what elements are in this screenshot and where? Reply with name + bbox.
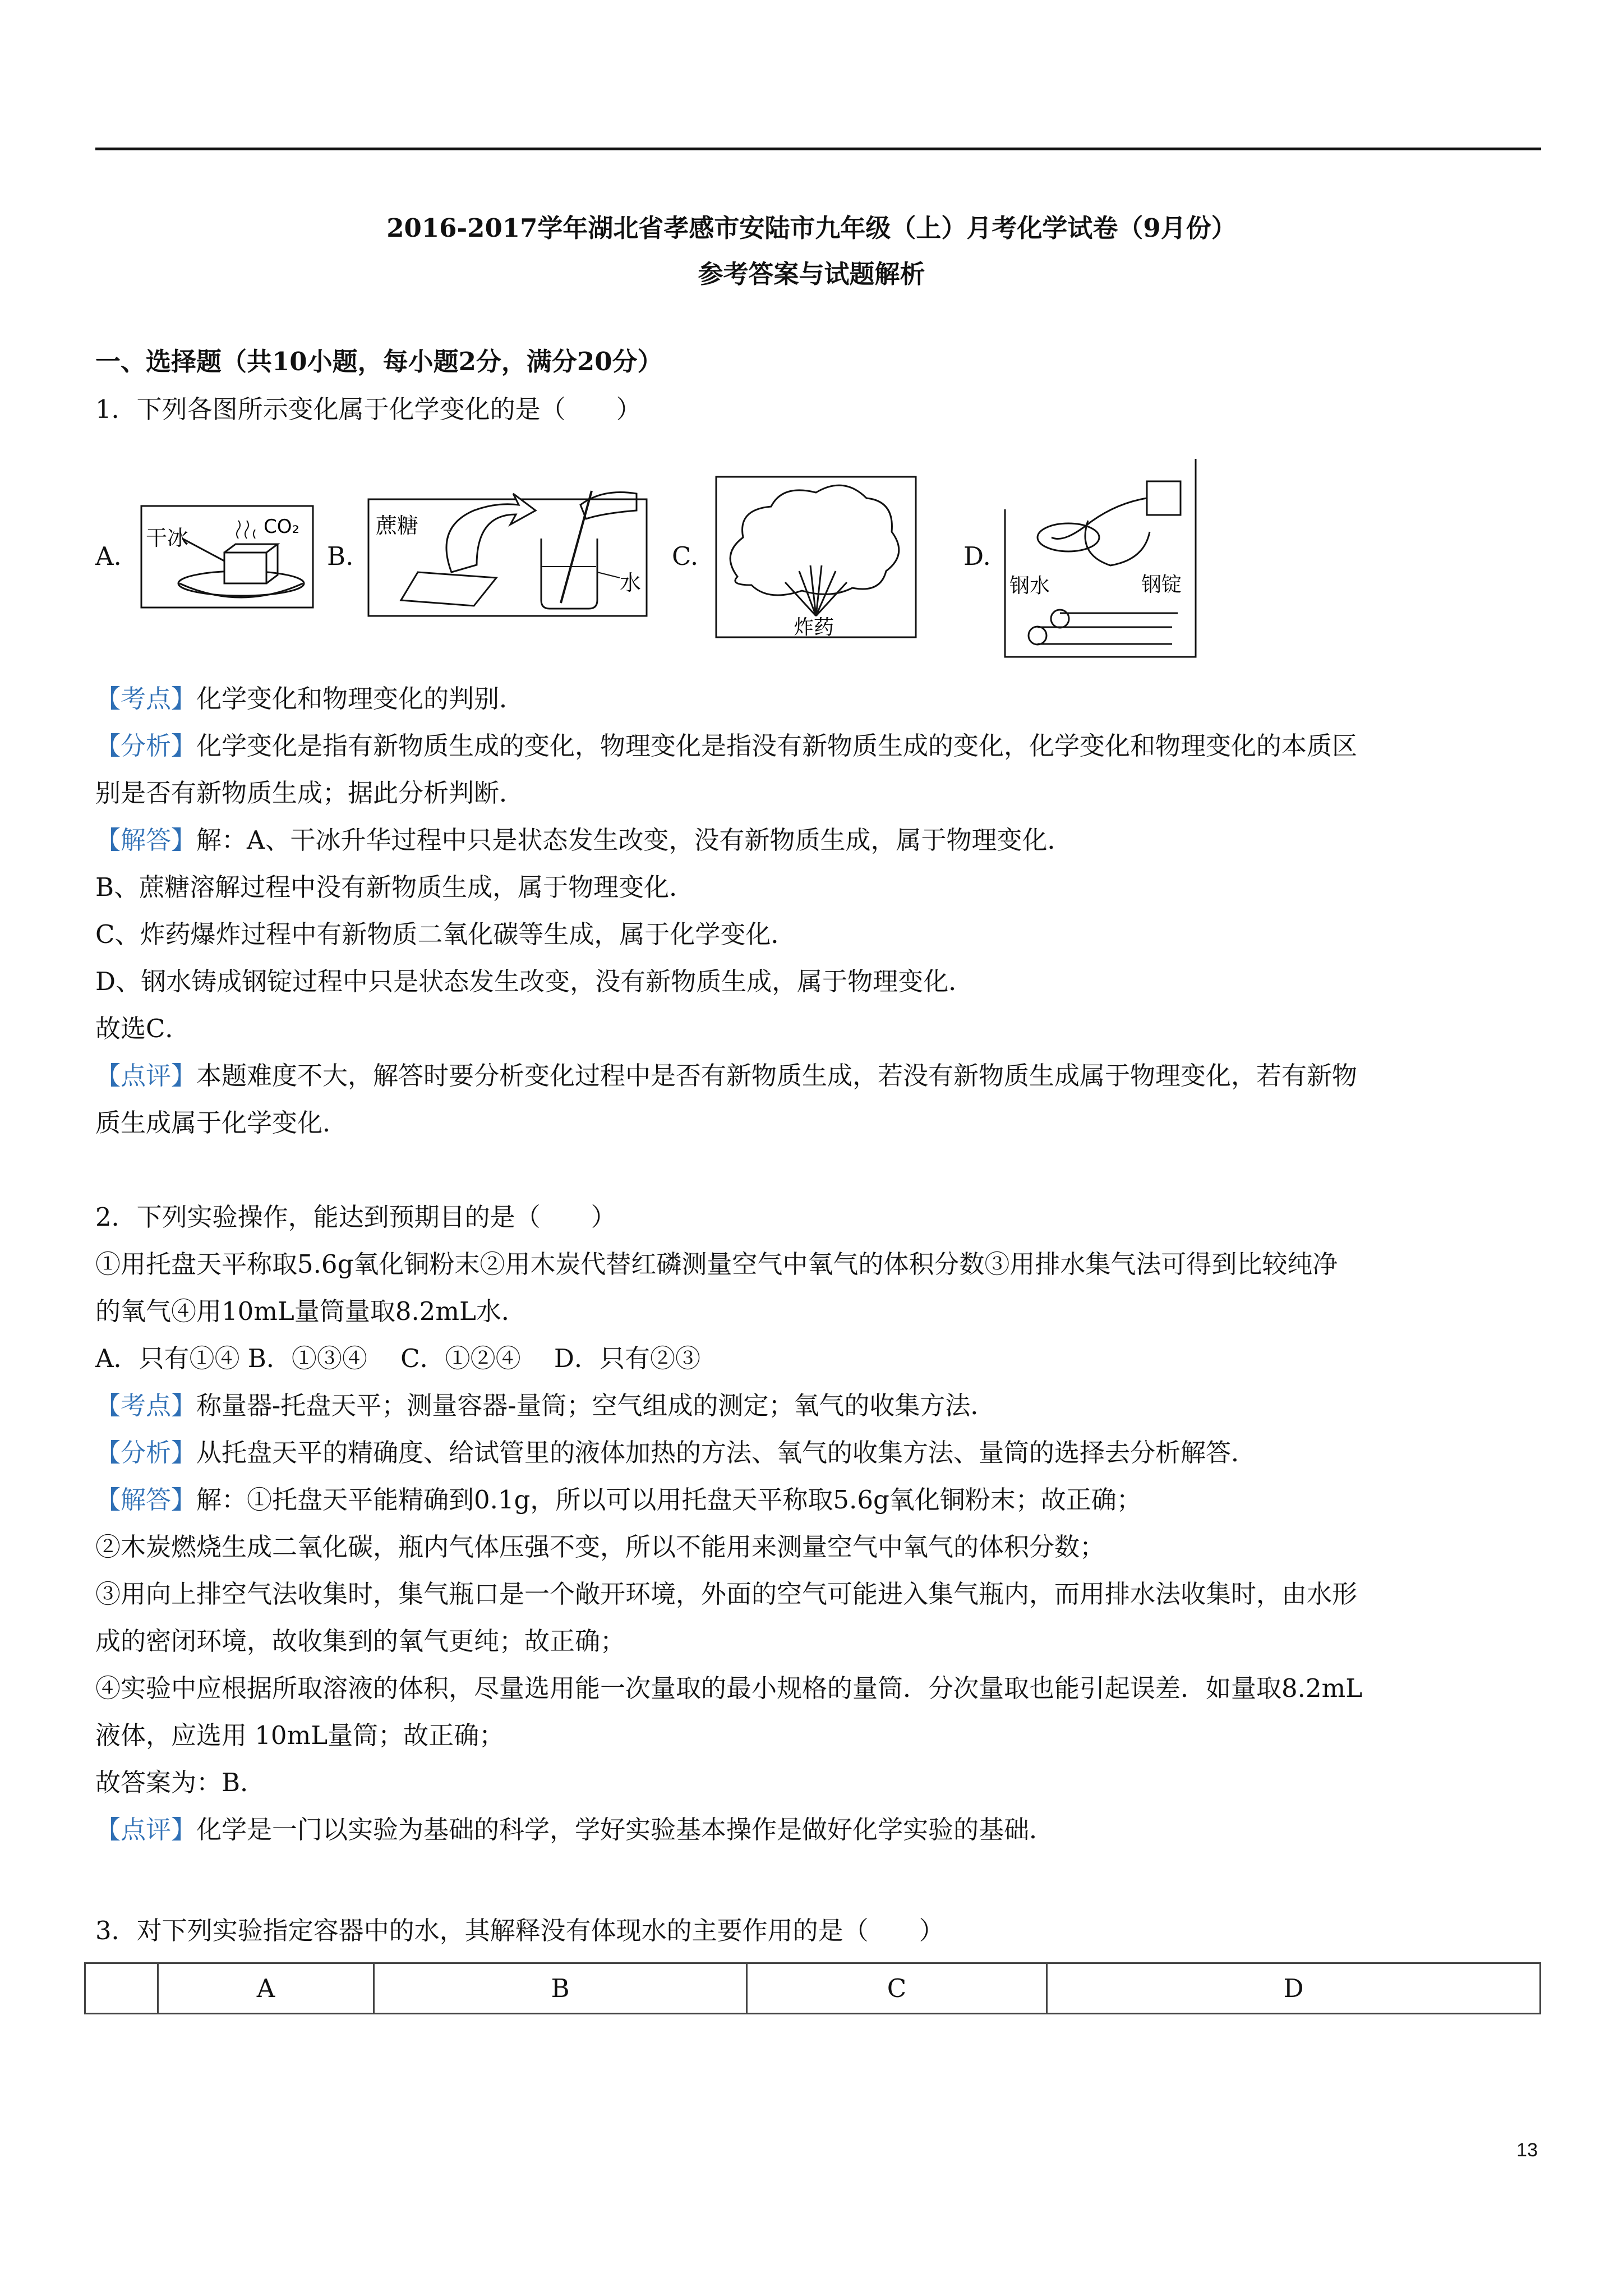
- q2-options: A．只有①④ B．①③④ C．①②④ D．只有②③: [95, 1343, 700, 1373]
- page-title: 2016-2017学年湖北省孝感市安陆市九年级（上）月考化学试卷（9月份）: [386, 213, 1237, 243]
- top-rule: [95, 148, 1541, 150]
- q1-line-b: B、蔗糖溶解过程中没有新物质生成，属于物理变化．: [95, 872, 695, 902]
- table-cell-blank: [85, 1963, 158, 2014]
- dry-ice-figure: [140, 505, 314, 609]
- label-ingot: 钢锭: [1141, 573, 1182, 596]
- page-subtitle: 参考答案与试题解析: [698, 259, 925, 289]
- q1-option-c: C.: [672, 541, 699, 571]
- q1-option-d: D.: [963, 541, 991, 571]
- table-header-a: A: [158, 1963, 374, 2014]
- table-row: [85, 1963, 1541, 2014]
- q2-kaodian: 【考点】称量器-托盘天平；测量容器-量筒；空气组成的测定；氧气的收集方法．: [95, 1391, 996, 1420]
- q1-stem: 1．下列各图所示变化属于化学变化的是（ ）: [95, 394, 642, 424]
- q1-dianping-1: 【点评】本题难度不大，解答时要分析变化过程中是否有新物质生成，若没有新物质生成属于物理变化，若有新物: [95, 1061, 1358, 1091]
- label-explosive: 炸药: [794, 616, 834, 638]
- label-dry-ice: 干冰: [146, 526, 189, 550]
- q3-options-table: [84, 1962, 1541, 2014]
- label-co2: CO₂: [264, 516, 300, 538]
- q1-kaodian: 【考点】化学变化和物理变化的判别．: [95, 684, 525, 714]
- q1-fenxi-2: 别是否有新物质生成；据此分析判断．: [95, 778, 525, 808]
- section-heading: 一、选择题（共10小题，每小题2分，满分20分）: [95, 347, 663, 376]
- q2-jieda: 【解答】解：①托盘天平能精确到0.1g，所以可以用托盘天平称取5.6g氧化铜粉末；故正确；: [95, 1485, 1142, 1515]
- q1-fenxi-1: 【分析】化学变化是指有新物质生成的变化，物理变化是指没有新物质生成的变化，化学变化和物理变化的本质区: [95, 731, 1358, 761]
- q2-dianping: 【点评】化学是一门以实验为基础的科学，学好实验基本操作是做好化学实验的基础．: [95, 1815, 1055, 1844]
- q2-fenxi: 【分析】从托盘天平的精确度、给试管里的液体加热的方法、氧气的收集方法、量筒的选择去分析解答．: [95, 1438, 1257, 1467]
- q1-answer: 故选C．: [95, 1014, 191, 1043]
- page-number: 13: [1516, 2139, 1538, 2161]
- q3-stem: 3．对下列实验指定容器中的水，其解释没有体现水的主要作用的是（ ）: [95, 1916, 944, 1945]
- label-steel-water: 钢水: [1009, 574, 1050, 597]
- table-header-c: C: [747, 1963, 1047, 2014]
- q1-jieda: 【解答】解：A、干冰升华过程中只是状态发生改变，没有新物质生成，属于物理变化．: [95, 825, 1073, 855]
- q2-line-j3: ③用向上排空气法收集时，集气瓶口是一个敞开环境，外面的空气可能进入集气瓶内，而用排水法收集时，由水形: [95, 1579, 1358, 1609]
- q2-line-j5: ④实验中应根据所取溶液的体积，尽量选用能一次量取的最小规格的量筒．分次量取也能引起误差．如量取8.2mL: [95, 1673, 1363, 1703]
- q2-line-j4: 成的密闭环境，故收集到的氧气更纯；故正确；: [95, 1626, 626, 1656]
- label-water: 水: [620, 570, 642, 595]
- q1-line-d: D、钢水铸成钢锭过程中只是状态发生改变，没有新物质生成，属于物理变化．: [95, 967, 974, 996]
- q2-line-j6: 液体，应选用 10mL量筒；故正确；: [95, 1720, 505, 1750]
- q2-answer: 故答案为：B．: [95, 1768, 266, 1797]
- q2-line-1: ①用托盘天平称取5.6g氧化铜粉末②用木炭代替红磷测量空气中氧气的体积分数③用排水集气法可得到比较纯净: [95, 1249, 1338, 1279]
- q2-line-2: 的氧气④用10mL量筒量取8.2mL水．: [95, 1296, 527, 1326]
- q1-option-b: B.: [327, 541, 354, 571]
- sugar-dissolve-figure: [367, 488, 648, 617]
- q2-line-j2: ②木炭燃烧生成二氧化碳，瓶内气体压强不变，所以不能用来测量空气中氧气的体积分数；: [95, 1532, 1105, 1562]
- q2-stem: 2．下列实验操作，能达到预期目的是（ ）: [95, 1202, 616, 1232]
- steel-ingot-figure: [1004, 459, 1197, 658]
- table-header-d: D: [1047, 1963, 1541, 2014]
- q1-dianping-2: 质生成属于化学变化．: [95, 1108, 348, 1138]
- q1-line-c: C、炸药爆炸过程中有新物质二氧化碳等生成，属于化学变化．: [95, 919, 796, 949]
- label-sugar: 蔗糖: [376, 513, 419, 538]
- table-header-b: B: [374, 1963, 747, 2014]
- explosive-figure: [715, 476, 917, 638]
- q1-option-a: A.: [95, 541, 122, 571]
